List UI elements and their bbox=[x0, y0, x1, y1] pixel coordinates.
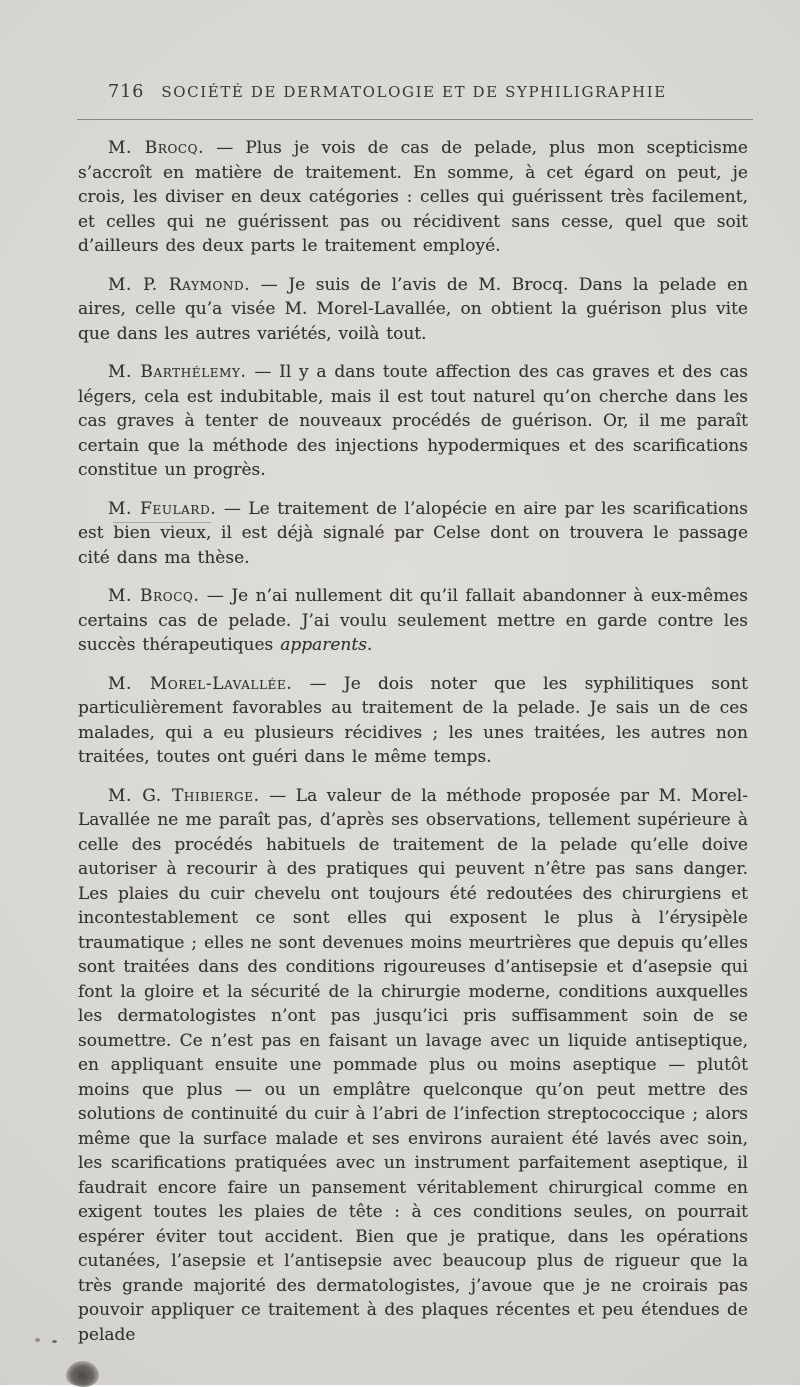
speaker-name: M. Brocq. bbox=[108, 138, 205, 158]
speaker-name: M. Feulard. bbox=[108, 498, 217, 519]
speaker-name: M. Morel-Lavallée. bbox=[108, 673, 293, 694]
text-segment: — Le traitement de l’alopécie en aire par les scarifications est bbox=[78, 498, 748, 543]
ink-smudge bbox=[66, 1361, 99, 1387]
text-segment: il est déjà signalé par Celse dont on trouvera le passage cité dans ma thèse. bbox=[78, 523, 748, 568]
paragraph bbox=[78, 584, 748, 658]
journal-title: SOCIÉTÉ DE DERMATOLOGIE ET DE SYPHILIGRAPHIE bbox=[161, 83, 667, 101]
ink-dot bbox=[52, 1340, 57, 1343]
paragraph bbox=[78, 273, 748, 347]
italic-text: apparents bbox=[280, 635, 367, 655]
page-number: 716 bbox=[108, 82, 145, 102]
text-segment: . bbox=[366, 635, 373, 655]
text-segment: — Je suis de l’avis de M. Brocq. Dans la pelade en aires, celle qu’a visée M. Morel-Lavallée, on obtient la guérison plus vite que dans les autres variétés, voilà tout. bbox=[78, 274, 749, 344]
paragraph bbox=[78, 136, 748, 259]
speaker-name: M. G. Thibierge. bbox=[108, 785, 260, 806]
page-header bbox=[78, 82, 750, 102]
speaker-name: M. Brocq. bbox=[108, 586, 200, 606]
speaker-name: M. Barthélemy. bbox=[108, 362, 247, 382]
document-body-text bbox=[78, 136, 748, 1361]
text-segment: — La valeur de la méthode proposée par M. Morel-Lavallée ne me paraît pas, d’après ses observations, tellement supérieure à celle des procédés habituels de traitement de la pelade qu’elle doive autoriser à recourir à des pratiques qui peuvent n’être pas sans danger. Les plaies du cuir chevelu ont toujours été redoutées des chirurgiens et incontestablement ce sont elles qui exposent le plus à l’érysipèle traumatique ; elles ne sont devenues moins meurtrières que depuis qu’elles sont traitées dans des conditions rigoureuses d’antisepsie et d’asepsie qui font la gloire et la sécurité de la chirurgie moderne, conditions auxquelles les dermatologistes n’ont pas jusqu’ici pris suffisamment soin de se soumettre. Ce n’est pas en faisant un lavage avec un liquide antiseptique, en appliquant ensuite une pommade plus ou moins aseptique — plutôt moins que plus — ou un emplâtre quelconque qu’on peut mettre des solutions de continuité du cuir à l’abri de l’infection streptococcique ; alors même que la surface malade et ses environs auraient été lavés avec soin, les scarifications pratiquées avec un instrument parfaitement aseptique, il faudrait encore faire un pansement véritablement chirurgical comme en exigent toutes les plaies de tête : à ces conditions seules, on pourrait espérer éviter tout accident. Bien que je pratique, dans les opérations cutanées, l’asepsie et l’antisepsie avec beaucoup plus de rigueur que la très grande majorité des dermatologistes, j’avoue que je ne croirais pas pouvoir appliquer ce traitement à des plaques récentes et peu étendues de pelade bbox=[78, 785, 748, 1345]
paragraph bbox=[78, 672, 748, 770]
text-segment: — Je dois noter que les syphilitiques sont particulièrement favorables au traitement de la pelade. Je sais un de ces malades, qui a eu plusieurs récidives ; les unes traitées, les autres non traitées, toutes ont guéri dans le même temps. bbox=[78, 673, 748, 767]
text-segment: — Plus je vois de cas de pelade, plus mon scepticisme s’accroît en matière de traitement. En somme, à cet égard on peut, je crois, les diviser en deux catégories : celles qui guérissent très facilement, et celles qui ne guérissent pas ou récidivent sans cesse, quel que soit d’ailleurs des deux parts le traitement employé. bbox=[78, 138, 748, 256]
paragraph bbox=[78, 360, 748, 483]
ink-dot bbox=[35, 1338, 40, 1342]
paragraph bbox=[78, 497, 748, 571]
text-segment: — Je n’ai nullement dit qu’il fallait abandonner à eux-mêmes certains cas de pelade. J’ai voulu seulement mettre en garde contre les succès thérapeutiques bbox=[78, 586, 748, 655]
paragraph bbox=[78, 784, 748, 1348]
text-segment: — Il y a dans toute affection des cas graves et des cas légers, cela est indubitable, mais il est tout naturel qu’on cherche dans les cas graves à tenter de nouveaux procédés de guérison. Or, il me paraît certain que la méthode des injections hypodermiques et des scarifications constitue un progrès. bbox=[78, 362, 748, 480]
speaker-name: M. P. Raymond. bbox=[108, 274, 251, 295]
header-rule bbox=[77, 119, 753, 120]
pen-marked-text: bien vieux, bbox=[113, 523, 212, 543]
